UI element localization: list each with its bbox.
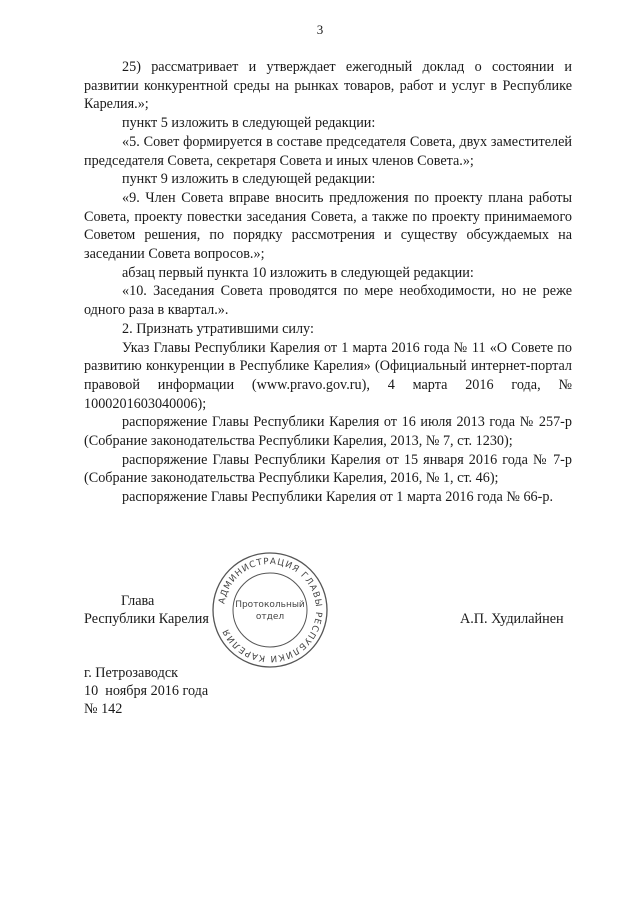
- signatory-name: А.П. Худилайнен: [460, 611, 564, 627]
- paragraph: распоряжение Главы Республики Карелия от 15 января 2016 года № 7-р (Собрание законодательства Республики Карелия, 2016, № 1, ст. 46);: [84, 451, 572, 487]
- paragraph: пункт 5 изложить в следующей редакции:: [122, 115, 376, 132]
- document-number: № 142: [84, 701, 123, 717]
- paragraph: распоряжение Главы Республики Карелия от 16 июля 2013 года № 257-р (Собрание законодательства Республики Карелия, 2013, № 7, ст. 1230);: [84, 414, 572, 450]
- official-stamp: [210, 550, 330, 670]
- document-body: [84, 58, 572, 507]
- signature-title-line1: Глава: [121, 593, 155, 609]
- paragraph: 2. Признать утратившими силу:: [122, 320, 314, 337]
- paragraph: Указ Главы Республики Карелия от 1 марта 2016 года № 11 «О Совете по развитию конкуренции в Республике Карелия» (Официальный интернет-портал правовой информации (www.pravo.gov.ru), 4 марта 2016 года, № 1000201603040006);: [84, 339, 572, 412]
- paragraph: «9. Член Совета вправе вносить предложения по проекту плана работы Совета, проекту повестки заседания Совета, а также по проекту принимаемого Советом решения, по порядку рассмотрения и существу обсуждаемых на заседании Совета вопросов.»;: [84, 189, 572, 263]
- stamp-outer-text: АДМИНИСТРАЦИЯ ГЛАВЫ РЕСПУБЛИКИ КАРЕЛИЯ: [217, 556, 324, 664]
- paragraph: 25) рассматривает и утверждает ежегодный доклад о состоянии и развитии конкурентной среды на рынках товаров, работ и услуг в Республике Карелия.»;: [84, 59, 572, 113]
- paragraph: «5. Совет формируется в составе председателя Совета, двух заместителей председателя Совета, секретаря Совета и иных членов Совета.»;: [84, 133, 572, 169]
- stamp-inner-line2: отдел: [255, 612, 285, 622]
- stamp-inner-line1: Протокольный: [235, 600, 305, 610]
- paragraph: «10. Заседания Совета проводятся по мере необходимости, но не реже одного раза в квартал.».: [84, 283, 572, 319]
- paragraph: пункт 9 изложить в следующей редакции:: [122, 171, 376, 188]
- signing-date: 10 ноября 2016 года: [84, 683, 209, 699]
- paragraph: распоряжение Главы Республики Карелия от 1 марта 2016 года № 66-р.: [122, 489, 554, 506]
- paragraph: абзац первый пункта 10 изложить в следующей редакции:: [122, 264, 474, 281]
- place-of-signing: г. Петрозаводск: [84, 665, 179, 681]
- signature-title-line2: Республики Карелия: [84, 611, 209, 627]
- page-number: 3: [316, 22, 324, 37]
